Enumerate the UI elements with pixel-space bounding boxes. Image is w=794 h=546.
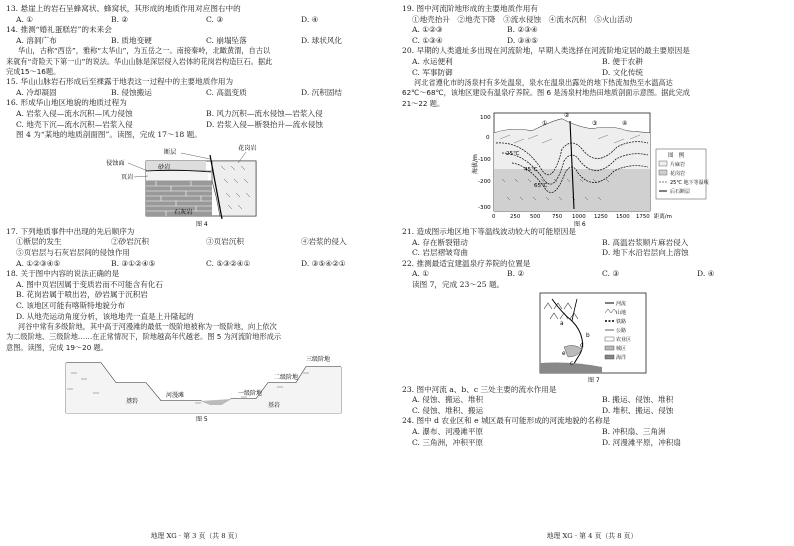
y-tick-100: 100 [480,115,491,122]
passage-hotspring-line3: 21～22 题。 [402,98,445,108]
passage-huashan-line2: 来就有“奇险天下第一山”的说法。华山山脉是深层侵入岩体的花岗岩构造巨石。据此 [6,56,273,66]
label-bedrock-right: 基岩 [268,402,281,410]
legend-gneiss: 片麻岩 [670,162,686,169]
q23-options-row2 [402,406,782,417]
q21-option-a: A. 存在断裂错动 [412,237,468,247]
q19-options [402,25,782,36]
figure-4-caption: 图 4 [196,220,208,227]
q16-stem: 16. 形成华山地区地貌的地质过程为 [6,98,127,108]
right-page-footer: 地理 XG · 第 4 页（共 8 页） [546,532,638,541]
q24-option-a: A. 瀑布、河漫滩平原 [412,426,484,436]
label-terrace-1: 一级阶地 [238,390,263,398]
q17-event-3: ③页岩沉积 [206,237,244,247]
q17-option-c: C. ⑤③②④① [206,258,251,268]
label-fault: 断层 [164,148,177,156]
passage-hotspring-line1: 河北省遵化市的汤泉村有多处温泉，泉水在温泉出露处的地下热流加热至水温高达 [414,78,673,88]
label-temp-25: 25℃ [506,151,520,158]
figure-4 [6,141,386,227]
figure-7-caption: 图 7 [588,376,600,384]
passage-terrace-line2: 为二级阶地、三级阶地……在正常情况下，阶地越高年代越老。图 5 为河流阶地形成示 [6,332,282,342]
q18-stem: 18. 关于图中内容的说法正确的是 [6,269,120,279]
q17-event-2: ②砂岩沉积 [111,237,149,247]
q21-option-c: C. 岩层褶皱弯曲 [412,248,468,258]
q18-option-d: D. 从地壳运动角度分析，该地地壳一直是上升隆起的 [16,311,194,321]
q18-option-c: C. 该地区可能有喀斯特地貌分布 [16,300,126,310]
figure-6 [402,109,782,227]
q14-option-a: A. 溶洞广布 [16,35,57,45]
passage-huashan-line3: 完成15～16题。 [6,66,61,76]
q21-options-row2 [402,248,782,259]
q14-option-c: C. 崩塌坠落 [206,35,247,45]
q21-option-b: B. 高温岩浆顺片麻岩侵入 [602,237,689,247]
geologic-section-diagram [6,141,386,227]
label-shale: 页岩 [121,173,134,181]
label-temp-45: 45℃ [524,167,538,174]
q17-option-a: A. ①②③④⑤ [16,258,61,268]
geothermal-section-diagram [402,109,782,227]
q15-option-b: B. 侵蚀搬运 [111,87,152,97]
x-tick-500: 500 [530,214,541,221]
label-limestone: 石灰岩 [174,208,193,216]
y-tick-minus300: -300 [478,205,491,212]
q18-option-b: B. 花岗岩属于喷出岩，砂岩属于沉积岩 [16,290,148,300]
marker-e: e [562,350,566,357]
q15-option-a: A. 冷却凝固 [16,87,57,97]
x-tick-1000: 1000 [572,214,586,221]
y-axis-label: 海拔/m [472,154,479,175]
q24-options-row1 [402,427,782,438]
legend-sea: 海洋 [616,354,627,361]
label-floodplain: 河漫滩 [166,392,185,400]
q20-option-d: D. 文化传统 [602,67,644,77]
x-tick-0: 0 [492,214,496,221]
q24-stem: 24. 图中 d 农业区和 e 城区最有可能形成的河流地貌的名称是 [402,416,611,426]
q15-stem: 15. 华山山脉岩石形成后至裸露于地表这一过程中的主要地质作用为 [6,77,234,87]
q17-event-1: ①断层的发生 [16,237,62,247]
q16-option-c: C. 地壳下沉—流水沉积—岩浆入侵 [16,119,133,129]
q20-stem: 20. 早期的人类遗址多出现在河流阶地，早期人类选择在河流阶地定居的最主要原因是 [402,46,690,56]
q23-option-a: A. 侵蚀、搬运、堆积 [412,395,484,405]
legend-railway: 铁路 [616,318,627,325]
q13-option-b: B. ② [111,14,129,24]
marker-4: ④ [622,120,628,128]
legend-mountain: 山地 [616,309,627,316]
river-terrace-diagram [6,353,386,423]
q18-option-a: A. 图中页岩因属于变质岩而不可能含有化石 [16,279,163,289]
legend-fault: 后石断层 [670,189,691,196]
q15-option-c: C. 高温变质 [206,87,247,97]
label-bedrock-left: 基岩 [126,398,139,406]
q22-stem: 22. 推测最适宜建温泉疗养院的位置是 [402,258,531,268]
q23-options-row1 [402,395,782,406]
figure-5-caption: 图 5 [196,416,208,424]
q19-option-a: A. ①②③ [412,25,443,35]
river-map-diagram [402,291,782,385]
label-erosion-surface: 侵蚀面 [106,159,125,167]
legend-agriculture: 农业区 [616,336,632,343]
legend-isotherm: 25℃ 地下等温线 [670,180,709,187]
y-tick-0: 0 [486,135,490,142]
legend-urban: 城区 [616,345,627,352]
q16-options-row2 [6,120,386,131]
q14-option-d: D. 球状风化 [301,35,343,45]
x-tick-750: 750 [552,214,563,221]
q16-option-a: A. 岩浆入侵—流水沉积—风力侵蚀 [16,109,133,119]
label-terrace-3: 三级阶地 [306,356,331,364]
passage-terrace-line1: 河谷中常有多级阶地，其中高于河漫滩的最低一级阶地被称为一级阶地，向上依次 [18,322,277,332]
q24-option-d: D. 河漫滩平原，冲积扇 [602,437,681,447]
q23-stem: 23. 图中河流 a、b、c 三处主要的流水作用是 [402,384,557,394]
q21-options-row1 [402,238,782,249]
label-sandstone: 砂岩 [158,163,171,171]
q16-option-b: B. 风力沉积—流水侵蚀—岩浆入侵 [206,109,323,119]
q20-option-c: C. 军事防御 [412,67,453,77]
figure-5 [6,353,386,423]
marker-1: ① [542,120,548,128]
passage-terrace-line3: 意图。读图，完成 19～20 题。 [6,342,108,352]
q19-option-b: B. ②③④ [507,25,538,35]
legend-granite: 花岗岩 [670,171,686,178]
left-page-footer: 地理 XG · 第 3 页（共 8 页） [150,532,242,541]
q14-stem: 14. 推测“婚礼蛋糕岩”的未来会 [6,25,112,35]
q13-option-c: C. ③ [206,14,224,24]
q24-option-c: C. 三角洲，冲积平原 [412,437,484,447]
label-temp-65: 65℃ [534,183,548,190]
q21-stem: 21. 造成图示地区地下等温线波动较大的可能原因是 [402,227,576,237]
q19-options-row2 [402,36,782,47]
q21-option-d: D. 地下水沿岩层向上溶蚀 [602,248,689,258]
right-page [402,4,782,542]
q17-stem: 17. 下列地质事件中出现的先后顺序为 [6,226,135,236]
q16-option-d: D. 岩浆入侵—断裂抬升—流水侵蚀 [206,119,323,129]
x-tick-1250: 1250 [594,214,608,221]
q17-option-b: B. ③①②④⑤ [111,258,156,268]
q20-option-b: B. 便于农耕 [602,56,643,66]
q15-option-d: D. 沉积固结 [301,87,343,97]
q24-options-row2 [402,438,782,449]
marker-3: ③ [592,120,598,128]
q17-options [6,259,386,270]
q19-items: ①地壳抬升 ②地壳下降 ③流水侵蚀 ④流水沉积 ⑤火山活动 [412,14,633,24]
passage-hotspring-line2: 62℃～68℃，该地区建设有温泉疗养院。图 6 是汤泉村地热田地质剖面示意图。据此完成 [402,88,690,98]
q19-option-d: D. ③④⑤ [507,35,539,45]
q17-option-d: D. ③⑤④②① [301,258,346,268]
label-terrace-2: 二级阶地 [274,374,299,382]
left-page [6,4,386,542]
q13-option-d: D. ④ [301,14,319,24]
fig7-intro: 读图 7，完成 23～25 题。 [412,280,505,290]
figure-6-caption: 图 6 [574,221,586,228]
q17-event-5: ⑤页岩层与石灰岩层间的侵蚀作用 [16,248,130,258]
x-tick-250: 250 [510,214,521,221]
passage-huashan-line1: 华山，古称“西岳”，雅称“太华山”，为五岳之一。南接秦岭，北瞰黄渭，自古以 [18,46,271,56]
marker-b: b [586,332,590,339]
q22-option-b: B. ② [507,269,525,279]
x-tick-1500: 1500 [616,214,630,221]
marker-a: a [560,320,564,327]
q22-option-c: C. ③ [602,269,620,279]
sandstone-layer [146,161,206,171]
q16-options-row1 [6,109,386,120]
fig4-intro: 图 4 为“某地的地质剖面图”。读图，完成 17～18 题。 [16,130,202,140]
label-granite: 花岗岩 [238,144,257,152]
q23-option-b: B. 搬运、侵蚀、堆积 [602,395,674,405]
y-tick-minus200: -200 [478,179,491,186]
figure-7 [402,291,782,385]
q17-events [6,237,386,248]
q22-option-a: A. ① [412,269,430,279]
q20-options-row2 [402,68,782,79]
q24-option-b: B. 冲积扇、三角洲 [602,426,666,436]
q22-option-d: D. ④ [697,269,715,279]
marker-2: ② [564,112,570,120]
marker-d: d [580,342,584,349]
q15-options [6,88,386,99]
q22-options [402,269,782,280]
y-tick-minus100: -100 [478,157,491,164]
q13-option-a: A. ① [16,14,34,24]
q20-option-a: A. 水运便利 [412,56,453,66]
q13-options [6,15,386,26]
q17-event-4: ④岩浆的侵入 [301,237,347,247]
legend-title: 图 例 [668,153,685,160]
q19-option-c: C. ①③④ [412,35,443,45]
q14-options [6,36,386,47]
q20-options-row1 [402,57,782,68]
q19-stem: 19. 图中河流阶地形成的主要地质作用有 [402,4,538,13]
x-tick-1750: 1750 [636,214,650,221]
legend-river: 河流 [616,300,627,307]
shale-layer [146,171,208,181]
q13-stem: 13. 悬崖上的岩石呈蜂窝状、蜂窝状，其形成的地质作用对应图右中的 [6,4,241,13]
legend-highway: 公路 [616,327,627,334]
q23-option-d: D. 堆积、搬运、侵蚀 [602,405,674,415]
x-axis-label: 距离/m [654,214,672,221]
q23-option-c: C. 侵蚀、堆积、搬运 [412,405,484,415]
marker-c: c [570,360,574,367]
q14-option-b: B. 质地变硬 [111,35,152,45]
